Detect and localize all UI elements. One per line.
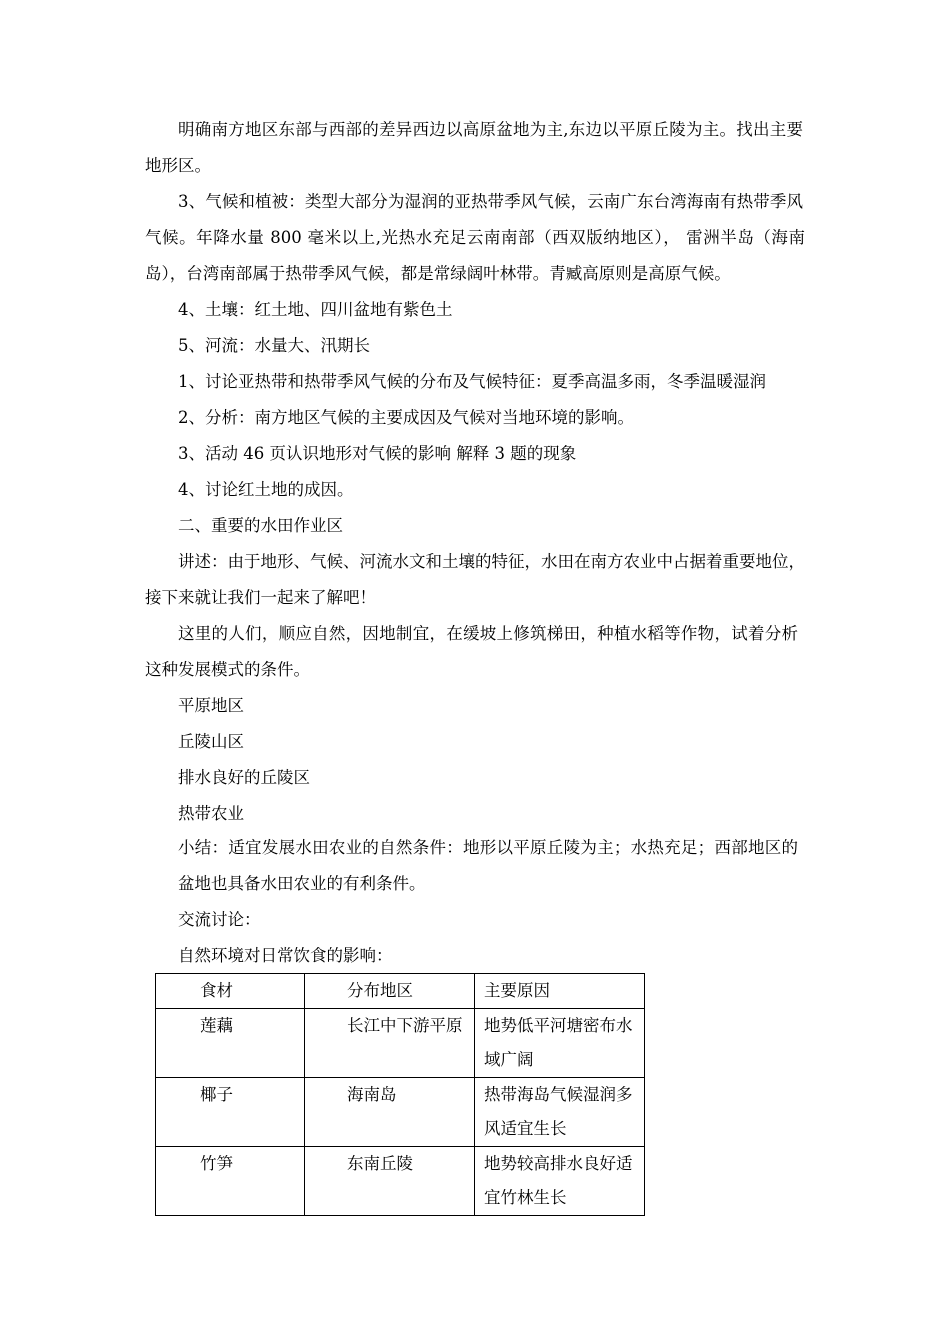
paragraph-terrain-line1: 明确南方地区东部与西部的差异西边以高原盆地为主,东边以平原丘陵为主。找出主要	[178, 120, 803, 139]
cell-reason-line1: 地势较高排水良好适	[484, 1154, 633, 1173]
cell-region: 长江中下游平原	[305, 1009, 475, 1078]
table-header-row	[156, 974, 645, 1009]
cell-food: 莲藕	[156, 1009, 305, 1078]
cell-reason	[475, 1078, 645, 1147]
paragraph-terraces-line1: 这里的人们，顺应自然，因地制宜，在缓坡上修筑梯田，种植水稻等作物，试着分析	[178, 624, 798, 643]
paragraph-analysis: 2、分析：南方地区气候的主要成因及气候对当地环境的影响。	[178, 408, 634, 427]
paragraph-terrain-line2: 地形区。	[145, 156, 211, 175]
paragraph-exchange: 交流讨论：	[178, 910, 261, 929]
item-well-drained-hills: 排水良好的丘陵区	[178, 768, 310, 787]
paragraph-discuss-climate: 1、讨论亚热带和热带季风气候的分布及气候特征：夏季高温多雨，冬季温暖湿润	[178, 372, 766, 391]
table-row	[156, 1147, 645, 1216]
paragraph-terraces-line2: 这种发展模式的条件。	[145, 660, 310, 679]
paragraph-climate-line1: 3、气候和植被：类型大部分为湿润的亚热带季风气候，云南广东台湾海南有热带季风	[178, 192, 803, 211]
cell-region: 东南丘陵	[305, 1147, 475, 1216]
cell-reason	[475, 1147, 645, 1216]
cell-food: 竹笋	[156, 1147, 305, 1216]
item-hilly-area: 丘陵山区	[178, 732, 244, 751]
cell-reason	[475, 1009, 645, 1078]
cell-reason-line2: 风适宜生长	[484, 1119, 567, 1138]
paragraph-summary-line2: 盆地也具备水田农业的有利条件。	[178, 874, 426, 893]
header-region: 分布地区	[305, 974, 475, 1009]
table-row	[156, 1078, 645, 1147]
paragraph-climate-line3: 岛），台湾南部属于热带季风气候，都是常绿阔叶林带。青臧高原则是高原气候。	[145, 264, 731, 283]
paragraph-narration-line1: 讲述：由于地形、气候、河流水文和土壤的特征，水田在南方农业中占据着重要地位，	[178, 552, 805, 571]
header-reason: 主要原因	[475, 974, 645, 1009]
section-heading-paddy: 二、重要的水田作业区	[178, 516, 343, 535]
cell-reason-line1: 地势低平河塘密布水	[484, 1016, 633, 1035]
paragraph-diet-impact: 自然环境对日常饮食的影响：	[178, 946, 393, 965]
cell-food: 椰子	[156, 1078, 305, 1147]
cell-reason-line1: 热带海岛气候湿润多	[484, 1085, 633, 1104]
cell-region: 海南岛	[305, 1078, 475, 1147]
paragraph-climate-line2: 气候。年降水量 800 毫米以上,光热水充足云南南部（西双版纳地区）， 雷洲半岛（海南	[145, 228, 805, 247]
table-row	[156, 1009, 645, 1078]
cell-reason-line2: 域广阔	[484, 1050, 534, 1069]
paragraph-river: 5、河流：水量大、汛期长	[178, 336, 370, 355]
paragraph-activity: 3、活动 46 页认识地形对气候的影响 解释 3 题的现象	[178, 444, 577, 463]
header-food: 食材	[156, 974, 305, 1009]
food-table	[155, 973, 645, 1216]
paragraph-narration-line2: 接下来就让我们一起来了解吧！	[145, 588, 376, 607]
cell-reason-line2: 宜竹林生长	[484, 1188, 567, 1207]
item-tropical-agriculture: 热带农业	[178, 804, 244, 823]
paragraph-soil: 4、土壤：红土地、四川盆地有紫色土	[178, 300, 453, 319]
item-plain-area: 平原地区	[178, 696, 244, 715]
paragraph-summary-line1: 小结：适宜发展水田农业的自然条件：地形以平原丘陵为主；水热充足；西部地区的	[178, 838, 798, 857]
paragraph-red-soil: 4、讨论红土地的成因。	[178, 480, 354, 499]
